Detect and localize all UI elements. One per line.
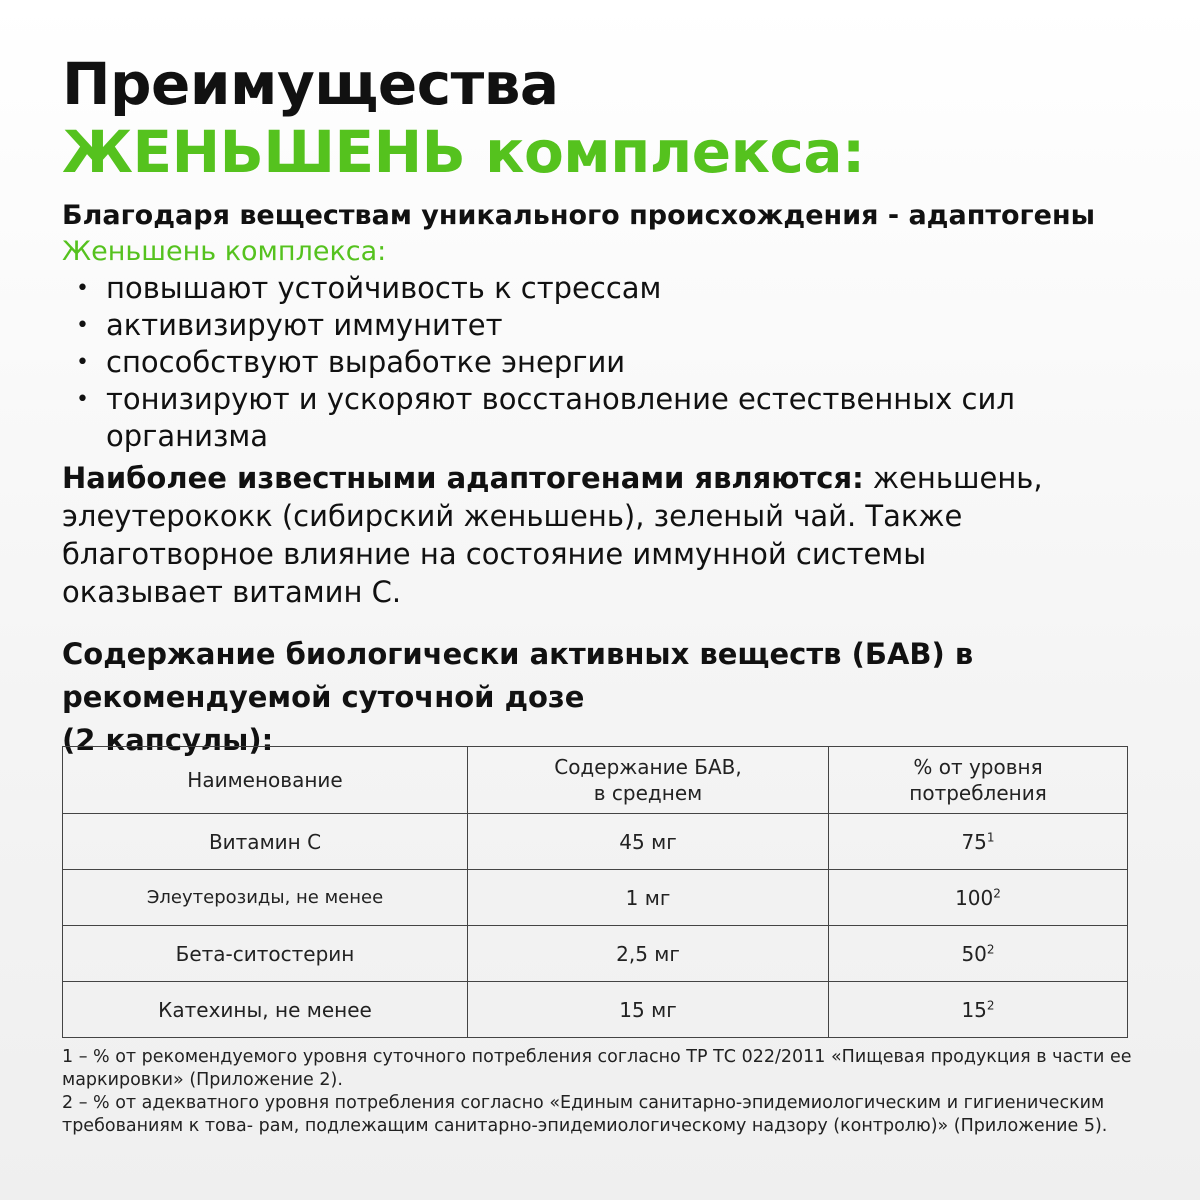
cell-name: Витамин С bbox=[63, 814, 468, 870]
intro-text: Благодаря веществам уникального происхождения - адаптогены bbox=[62, 200, 1096, 231]
adaptogens-lead: Наиболее известными адаптогенами являются: bbox=[62, 461, 864, 495]
footnote-ref: 2 bbox=[993, 885, 1001, 900]
footnote-ref: 2 bbox=[986, 941, 995, 956]
bullet-icon: • bbox=[76, 313, 89, 338]
footnote-ref: 2 bbox=[986, 997, 995, 1012]
cell-percent: $75^1$ bbox=[829, 814, 1128, 870]
list-item: • способствуют выработке энергии bbox=[76, 345, 626, 379]
cell-name: Бета-ситостерин bbox=[63, 926, 468, 982]
header-name: Наименование bbox=[63, 747, 468, 814]
list-item: • тонизируют и ускоряют восстановление естественных сил организма bbox=[76, 382, 1015, 453]
list-item: • повышают устойчивость к стрессам bbox=[76, 271, 662, 305]
cell-percent: $50^2$ bbox=[829, 926, 1128, 982]
table-row bbox=[63, 814, 1128, 870]
footnotes bbox=[62, 1046, 1152, 1138]
table-row bbox=[63, 870, 1128, 926]
footnote-ref: 1 bbox=[986, 829, 995, 844]
table-row bbox=[63, 926, 1128, 982]
header-percent: % от уровня потребления bbox=[829, 747, 1128, 814]
bullet-icon: • bbox=[76, 387, 89, 412]
cell-name: Элеутерозиды, не менее bbox=[63, 870, 468, 926]
cell-amount: 15 мг bbox=[468, 982, 829, 1038]
cell-percent: $100^2$ bbox=[829, 870, 1128, 926]
cell-name: Катехины, не менее bbox=[63, 982, 468, 1038]
cell-amount: 45 мг bbox=[468, 814, 829, 870]
adaptogens-paragraph bbox=[62, 459, 1062, 611]
title-line-1: Преимущества bbox=[62, 50, 559, 118]
footnote-2: 2 – % от адекватного уровня потребления согласно «Единым санитарно-эпидемиологическим и гигиеническим требованиям к това- рам, подлежащим санитарно-эпидемиологическому надзору (контролю)» (Приложение 5). bbox=[62, 1093, 1108, 1136]
table-header-row bbox=[63, 747, 1128, 814]
bav-table bbox=[62, 746, 1128, 1038]
bav-heading: Содержание биологически активных веществ (БАВ) в рекомендуемой суточной дозе (2 капсулы): bbox=[62, 637, 974, 757]
benefits-list bbox=[62, 270, 1142, 455]
bullet-icon: • bbox=[76, 350, 89, 375]
cell-amount: 1 мг bbox=[468, 870, 829, 926]
title-line-2: ЖЕНЬШЕНЬ комплекса: bbox=[62, 118, 865, 186]
adaptogens-text: женьшень, элеутерококк (сибирский женьшень), зеленый чай. Также благотворное влияние на состояние иммунной системы оказывает витамин С. bbox=[62, 461, 1043, 609]
intro-green-subtitle: Женьшень комплекса: bbox=[62, 236, 387, 267]
cell-amount: 2,5 мг bbox=[468, 926, 829, 982]
cell-percent: $15^2$ bbox=[829, 982, 1128, 1038]
footnote-1: 1 – % от рекомендуемого уровня суточного потребления согласно ТР ТС 022/2011 «Пищевая продукция в части ее маркировки» (Приложение 2). bbox=[62, 1047, 1132, 1090]
list-item: • активизируют иммунитет bbox=[76, 308, 503, 342]
header-amount: Содержание БАВ, в среднем bbox=[468, 747, 829, 814]
content bbox=[62, 50, 1142, 762]
bullet-icon: • bbox=[76, 276, 89, 301]
table-row bbox=[63, 982, 1128, 1038]
